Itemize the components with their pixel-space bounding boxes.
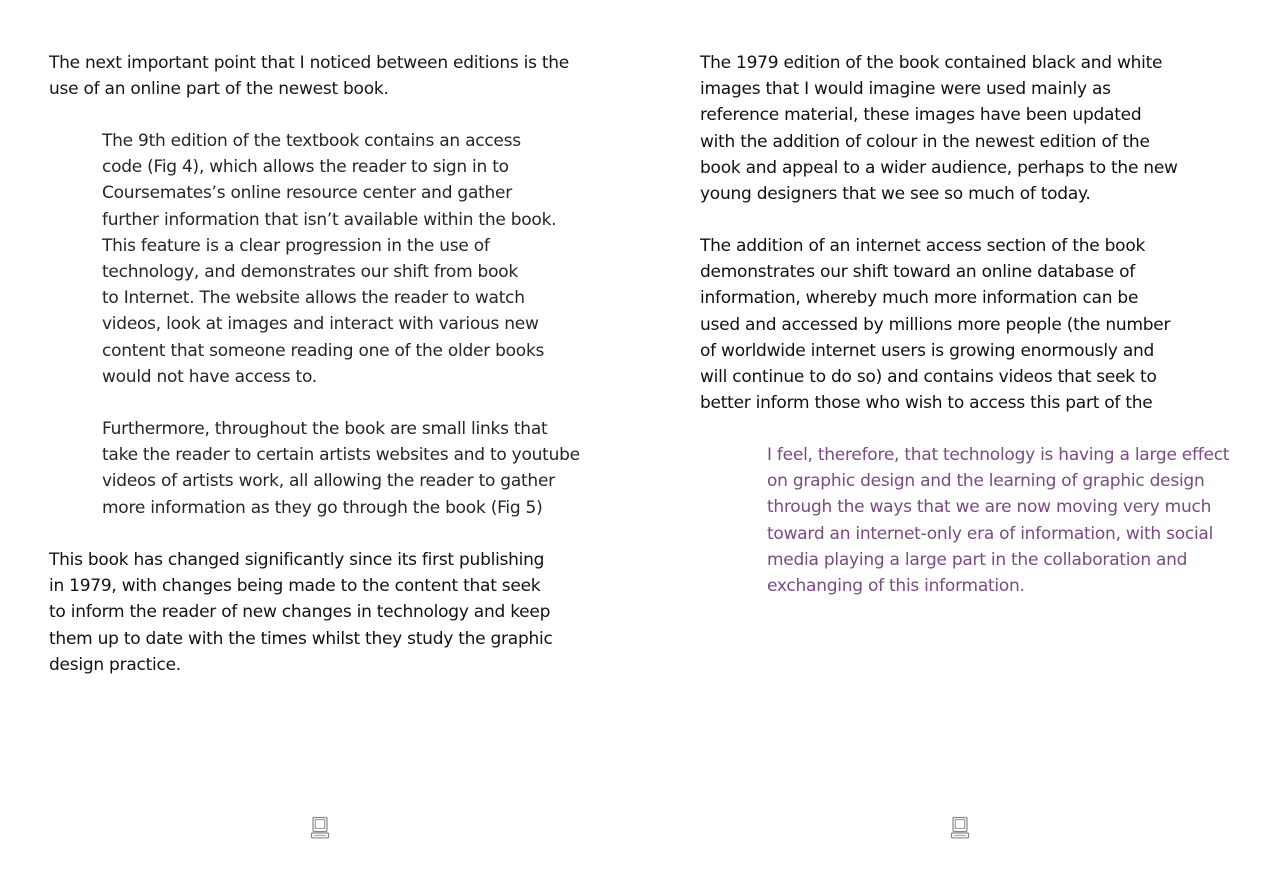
text-line: used and accessed by millions more people (the number — [700, 314, 1171, 335]
access-code-quote — [102, 128, 556, 390]
text-line: The 1979 edition of the book contained black and white — [700, 53, 1163, 73]
text-line: better inform those who wish to access this part of the — [700, 393, 1153, 414]
text-line: through the ways that we are now moving very much — [767, 497, 1212, 518]
image-updates-paragraph — [700, 50, 1178, 207]
text-line: technology, and demonstrates our shift from book — [102, 262, 518, 283]
text-line: reference material, these images have been updated — [700, 105, 1142, 126]
text-line: Furthermore, throughout the book are small links that — [102, 419, 548, 439]
text-line: The 9th edition of the textbook contains an access — [102, 131, 521, 151]
text-line: would not have access to. — [102, 366, 317, 387]
text-line: images that I would imagine were used mainly as — [700, 79, 1111, 100]
text-line: videos of artists work, all allowing the reader to gather — [102, 471, 555, 492]
right-page — [640, 0, 1280, 881]
text-line: This book has changed significantly since its first publishing — [49, 550, 545, 570]
text-line: design practice. — [49, 654, 181, 675]
text-line: more information as they go through the book (Fig 5) — [102, 497, 543, 518]
left-outro-paragraph — [49, 547, 553, 678]
text-line: content that someone reading one of the older books — [102, 340, 545, 361]
text-line: media playing a large part in the collaboration and — [767, 549, 1188, 570]
conclusion-quote — [767, 442, 1229, 599]
text-line: with the addition of colour in the newest edition of the — [700, 131, 1150, 152]
text-line: This feature is a clear progression in the use of — [102, 235, 490, 256]
text-line: will continue to do so) and contains videos that seek to — [700, 367, 1157, 388]
text-line: code (Fig 4), which allows the reader to sign in to — [102, 157, 509, 178]
text-line: young designers that we see so much of today. — [700, 184, 1091, 205]
text-line: to inform the reader of new changes in technology and keep — [49, 602, 551, 623]
text-line: use of an online part of the newest book. — [49, 79, 389, 100]
links-quote — [102, 416, 580, 521]
text-line: toward an internet-only era of information, with social — [767, 523, 1214, 544]
text-line: information, whereby much more information can be — [700, 288, 1139, 309]
text-line: The addition of an internet access section of the book — [700, 236, 1146, 256]
left-intro-paragraph — [49, 50, 569, 102]
text-line: demonstrates our shift toward an online database of — [700, 262, 1135, 283]
internet-access-paragraph — [700, 233, 1170, 416]
computer-icon — [950, 816, 970, 840]
text-line: to Internet. The website allows the reader to watch — [102, 288, 525, 309]
text-line: Coursemates’s online resource center and gather — [102, 183, 512, 204]
text-line: The next important point that I noticed between editions is the — [49, 53, 569, 73]
text-line: exchanging of this information. — [767, 576, 1025, 597]
text-line: on graphic design and the learning of graphic design — [767, 471, 1205, 492]
computer-icon — [310, 816, 330, 840]
text-line: of worldwide internet users is growing enormously and — [700, 340, 1155, 361]
text-line: further information that isn’t available within the book. — [102, 209, 557, 230]
text-line: in 1979, with changes being made to the content that seek — [49, 576, 541, 597]
text-line: them up to date with the times whilst they study the graphic — [49, 628, 553, 649]
text-line: videos, look at images and interact with various new — [102, 314, 539, 335]
text-line: I feel, therefore, that technology is having a large effect — [767, 445, 1230, 465]
text-line: take the reader to certain artists websites and to youtube — [102, 445, 580, 466]
text-line: book and appeal to a wider audience, perhaps to the new — [700, 157, 1178, 178]
